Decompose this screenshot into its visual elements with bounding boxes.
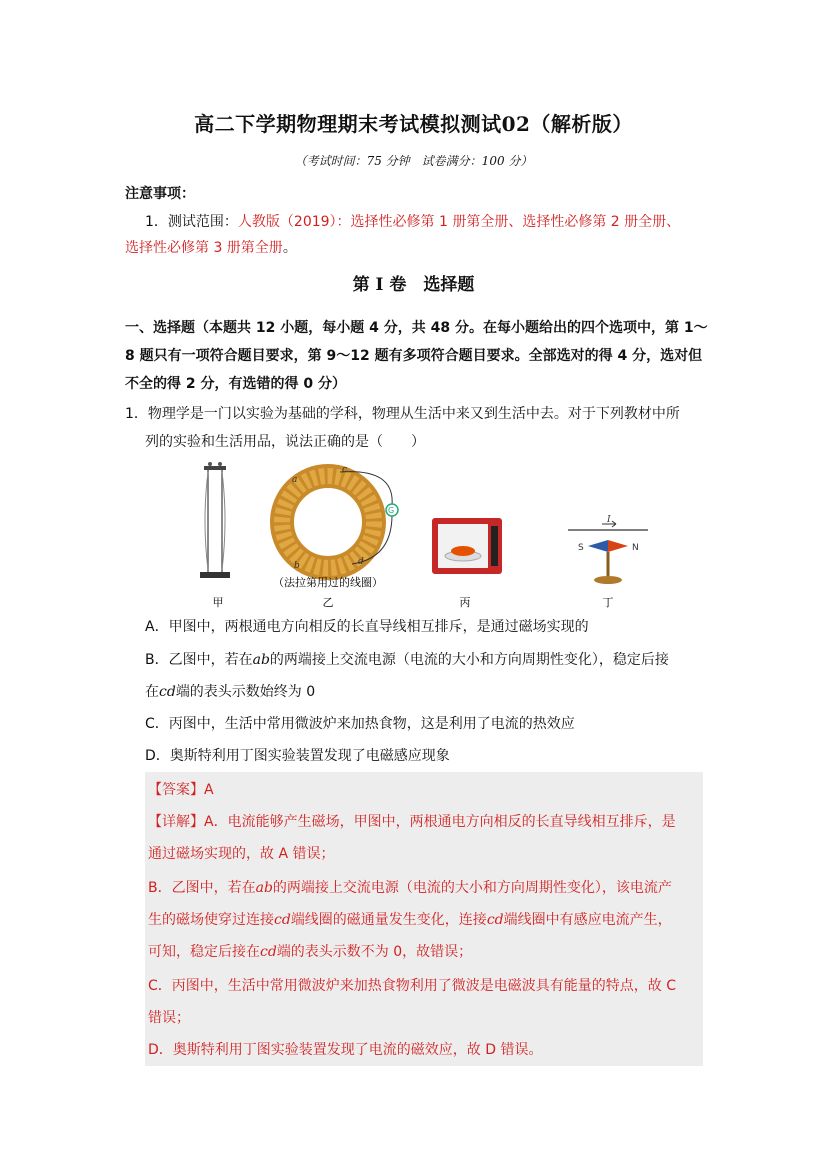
fig-label-yi: 乙 — [322, 596, 334, 609]
fig-label-ding: 丁 — [602, 596, 614, 609]
answer-b-cd3: cd — [260, 944, 277, 960]
answer-b-t3: 生的磁场使穿过连接 — [148, 912, 274, 928]
figure-jia-wires — [200, 462, 230, 578]
option-b-text1: B．乙图中，若在 — [145, 652, 253, 668]
question-stem-line1: 1．物理学是一门以实验为基础的学科，物理从生活中来又到生活中去。对于下列教材中所 — [125, 406, 680, 422]
notes-heading: 注意事项： — [125, 186, 195, 202]
notes-item-cont — [125, 236, 297, 260]
notes-item — [145, 210, 680, 234]
answer-b-line3 — [148, 940, 472, 964]
compass-label-s: S — [578, 543, 584, 553]
coil-label-a: a — [292, 475, 298, 485]
answer-b-t1: B．乙图中，若在 — [148, 880, 256, 896]
answer-b-t6: 可知，稳定后接在 — [148, 944, 260, 960]
section-title: 第 I 卷 选择题 — [352, 275, 475, 295]
option-b-text4: 端的表头示数始终为 0 — [175, 684, 316, 700]
question-stem-line2: 列的实验和生活用品，说法正确的是（ ） — [145, 434, 425, 450]
figure-yi-coil — [282, 472, 398, 568]
answer-b-t4: 端线圈的磁通量发生变化，连接 — [290, 912, 487, 928]
option-b-line1 — [145, 648, 669, 672]
option-c: C．丙图中，生活中常用微波炉来加热食物，这是利用了电流的热效应 — [145, 716, 575, 732]
answer-b-cd1: cd — [274, 912, 291, 928]
instructions-line2: 8 题只有一项符合题目要求，第 9～12 题有多项符合题目要求。全部选对的得 4 分，选对但 — [125, 348, 703, 364]
notes-scope-line2: 选择性必修第 3 册第全册 — [125, 240, 283, 256]
option-b-cd: cd — [159, 684, 176, 700]
page-title: 高二下学期物理期末考试模拟测试02（解析版） — [194, 112, 633, 136]
detail-label: 【详解】 — [148, 814, 204, 830]
answer-a-text1: A．电流能够产生磁场，甲图中，两根通电方向相反的长直导线相互排斥，是 — [204, 814, 676, 830]
answer-c-line2: 错误； — [148, 1010, 190, 1026]
compass-label-n: N — [632, 543, 639, 553]
answer-b-line2 — [148, 908, 672, 932]
answer-b-line1 — [148, 876, 672, 900]
galvanometer-label: G — [388, 506, 395, 515]
answer-d-line1: D．奥斯特利用丁图实验装置发现了电流的磁效应，故 D 错误。 — [148, 1042, 543, 1058]
notes-item-prefix: 1．测试范围： — [145, 214, 238, 230]
answer-label: 【答案】A — [148, 782, 214, 798]
coil-label-b: b — [294, 561, 300, 571]
answer-b-t2: 的两端接上交流电源（电流的大小和方向周期性变化），该电流产 — [272, 880, 672, 896]
option-b-line2 — [145, 680, 315, 704]
answer-b-cd2: cd — [486, 912, 504, 928]
option-b-text3: 在 — [145, 684, 159, 700]
fig-label-jia: 甲 — [212, 596, 224, 609]
notes-scope-end: 。 — [282, 240, 297, 256]
option-a: A．甲图中，两根通电方向相反的长直导线相互排斥，是通过磁场实现的 — [145, 619, 589, 635]
answer-a-line1 — [148, 810, 676, 834]
fig-label-bing: 丙 — [459, 596, 471, 609]
notes-scope-line1: 人教版（2019）：选择性必修第 1 册第全册、选择性必修第 2 册全册、 — [237, 214, 681, 230]
answer-b-t7: 端的表头示数不为 0，故错误； — [276, 944, 473, 960]
figure-strip — [180, 460, 670, 610]
current-label: I — [607, 515, 611, 525]
figure-bing-microwave — [432, 518, 502, 574]
coil-caption: （法拉第用过的线圈） — [273, 576, 383, 589]
answer-b-ab: ab — [255, 880, 273, 896]
coil-label-d: d — [358, 557, 364, 567]
answer-a-line2: 通过磁场实现的，故 A 错误； — [148, 846, 335, 862]
instructions-line1: 一、选择题（本题共 12 小题，每小题 4 分，共 48 分。在每小题给出的四个选项中，第 1～ — [125, 320, 708, 336]
exam-info: （考试时间：75 分钟 试卷满分：100 分） — [294, 154, 533, 168]
instructions-line3: 不全的得 2 分，有选错的得 0 分） — [125, 376, 346, 392]
option-d: D．奥斯特利用丁图实验装置发现了电磁感应现象 — [145, 748, 450, 764]
option-b-ab: ab — [252, 652, 270, 668]
answer-b-t5: 端线圈中有感应电流产生， — [503, 912, 672, 928]
coil-label-c: c — [342, 465, 348, 475]
option-b-text2: 的两端接上交流电源（电流的大小和方向周期性变化），稳定后接 — [269, 652, 669, 668]
answer-c-line1: C．丙图中，生活中常用微波炉来加热食物利用了微波是电磁波具有能量的特点，故 C — [148, 978, 676, 994]
